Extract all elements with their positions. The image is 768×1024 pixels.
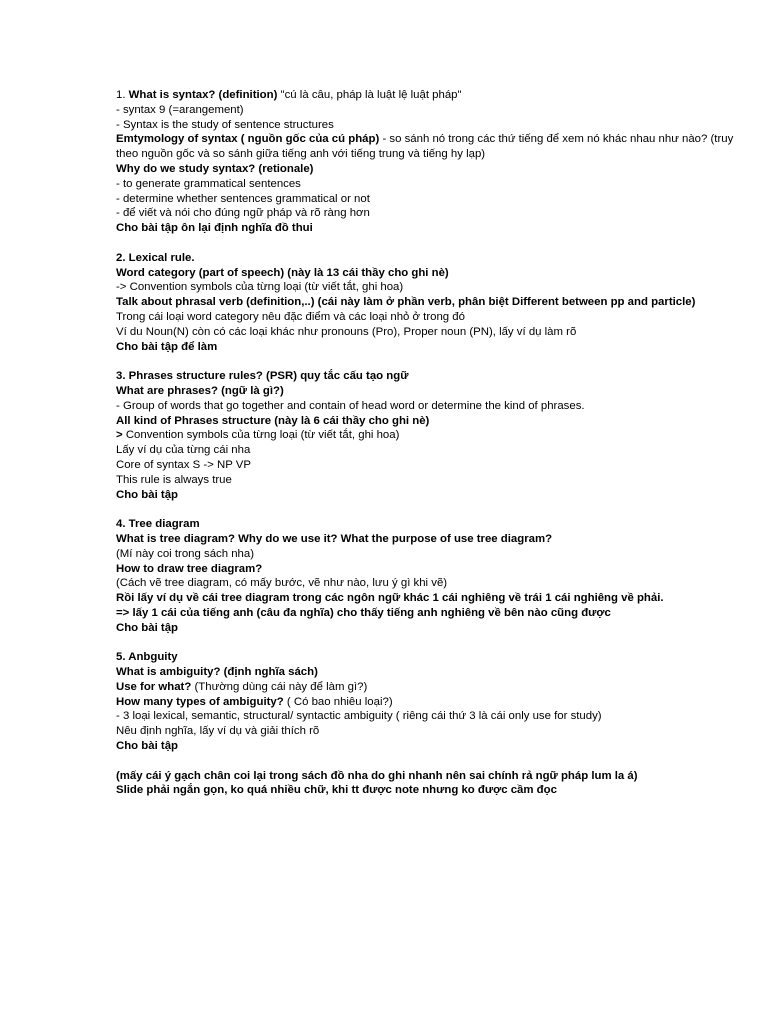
s4-exercise-text: Cho bài tập <box>116 621 179 634</box>
s3-line-6: Lấy ví dụ của từng cái nha <box>116 444 251 457</box>
s5-how-many-gloss: ( Có bao nhiêu loại?) <box>283 695 393 708</box>
s3-all-kinds-text: All kind of Phrases structure (này là 6 cái thầy cho ghi nè) <box>116 414 430 427</box>
s4-what-tree-text: What is tree diagram? Why do we use it? What the purpose of use tree diagram? <box>116 532 553 545</box>
s2-word-category <box>116 266 756 281</box>
s5-title: 5. Anbguity <box>116 651 178 664</box>
s5-what-ambiguity <box>116 665 756 680</box>
s5-use-for-gloss: (Thường dùng cái này để làm gì?) <box>191 680 368 693</box>
s3-exercise-text: Cho bài tập <box>116 488 179 501</box>
s1-why <box>116 162 756 177</box>
s5-heading <box>116 650 756 665</box>
spacer <box>116 754 756 769</box>
s1-why-title: Why do we study syntax? <box>116 162 259 175</box>
s3-exercise <box>116 488 756 503</box>
s3-title: 3. Phrases structure rules? (PSR) quy tắc cấu tạo ngữ <box>116 370 409 383</box>
s1-etymology <box>116 132 756 162</box>
s1-heading <box>116 88 756 103</box>
s2-title: 2. Lexical rule. <box>116 251 195 264</box>
document-page <box>116 88 756 798</box>
s3-convention <box>116 428 756 443</box>
s3-heading <box>116 369 756 384</box>
s3-all-kinds <box>116 414 756 429</box>
spacer <box>116 635 756 650</box>
s5-line-5: - 3 loại lexical, semantic, structural/ syntactic ambiguity ( riêng cái thứ 3 là cái only use for study) <box>116 710 602 723</box>
s1-exercise-text: Cho bài tập ôn lại định nghĩa đồ thui <box>116 222 313 235</box>
s1-etymology-text: - so sánh nó trong các thứ tiếng để xem nó khác nhau như nào? (truy theo nguồn gốc và so sánh giữa tiếng anh với tiếng trung và tiếng hy lạp) <box>116 133 734 161</box>
s4-line-3: (Mí này coi trong sách nha) <box>116 547 255 560</box>
spacer <box>116 354 756 369</box>
s2-line-5: Trong cái loại word category nêu đặc điểm và các loại nhỏ ở trong đó <box>116 310 465 323</box>
s1-line-7: - determine whether sentences grammatical or not <box>116 192 370 205</box>
note-underline-text: (mấy cái ý gạch chân coi lại trong sách đồ nha do ghi nhanh nên sai chính rả ngữ pháp lum la á) <box>116 769 638 782</box>
s5-exercise <box>116 739 756 754</box>
s4-what-tree <box>116 532 756 547</box>
s5-how-many <box>116 695 756 710</box>
s3-convention-text: Convention symbols của từng loại (từ viết tắt, ghi hoa) <box>122 429 400 442</box>
s1-exercise <box>116 221 756 236</box>
s3-what-phrases-text: What are phrases? (ngữ là gì?) <box>116 384 284 397</box>
s4-how-draw-text: How to draw tree diagram? <box>116 562 263 575</box>
s1-gloss: "cú là câu, pháp là luật lệ luật pháp" <box>277 89 462 101</box>
s4-heading <box>116 517 756 532</box>
s4-line-5: (Cách vẽ tree diagram, có mấy bước, vẽ như nào, lưu ý gì khi vẽ) <box>116 577 448 590</box>
s1-title: What is syntax? (definition) <box>128 89 278 101</box>
s2-exercise <box>116 340 756 355</box>
s2-heading <box>116 251 756 266</box>
s2-phrasal-verb <box>116 295 756 310</box>
s1-number: 1. <box>116 89 129 101</box>
s5-how-many-title: How many types of ambiguity? <box>116 695 284 708</box>
s5-what-ambiguity-text: What is ambiguity? (định nghĩa sách) <box>116 666 318 679</box>
s5-use-for <box>116 680 756 695</box>
s3-line-8: This rule is always true <box>116 473 232 486</box>
s3-arrow: > <box>116 429 123 442</box>
s3-line-7: Core of syntax S -> NP VP <box>116 458 251 471</box>
s1-line-8: - để viết và nói cho đúng ngữ pháp và rõ ràng hơn <box>116 207 370 220</box>
s1-line-6: - to generate grammatical sentences <box>116 177 301 190</box>
note-slide <box>116 783 756 798</box>
s4-exercise <box>116 621 756 636</box>
note-underline <box>116 769 756 784</box>
s2-line-6: Ví du Noun(N) còn có các loại khác như pronouns (Pro), Proper noun (PN), lấy ví dụ làm rõ <box>116 325 577 338</box>
s2-word-category-text: Word category (part of speech) (này là 13 cái thầy cho ghi nè) <box>116 266 449 279</box>
s4-english <box>116 606 756 621</box>
s4-example <box>116 591 756 606</box>
s1-why-rationale: (retionale) <box>258 162 314 175</box>
s4-example-text: Rồi lấy ví dụ về cái tree diagram trong các ngôn ngữ khác 1 cái nghiêng về trái 1 cái nghiêng về phải. <box>116 592 664 605</box>
s3-what-phrases <box>116 384 756 399</box>
s1-etymology-title: Emtymology of syntax ( nguồn gốc của cú pháp) <box>116 133 380 146</box>
s4-how-draw <box>116 562 756 577</box>
note-slide-text: Slide phải ngắn gọn, ko quá nhiều chữ, khi tt được note nhưng ko được cầm đọc <box>116 784 557 797</box>
s4-title: 4. Tree diagram <box>116 518 200 531</box>
s2-exercise-text: Cho bài tập để làm <box>116 340 218 353</box>
spacer <box>116 502 756 517</box>
s1-line-2: - syntax 9 (=arangement) <box>116 103 244 116</box>
spacer <box>116 236 756 251</box>
s2-line-3: -> Convention symbols của từng loại (từ viết tắt, ghi hoa) <box>116 281 404 294</box>
s3-line-3: - Group of words that go together and contain of head word or determine the kind of phrases. <box>116 399 585 412</box>
s2-phrasal-verb-text: Talk about phrasal verb (definition,..) (cái này làm ở phần verb, phân biệt Different between pp and particle) <box>116 296 696 309</box>
s1-line-3: - Syntax is the study of sentence structures <box>116 118 334 131</box>
s5-line-6: Nêu định nghĩa, lấy ví dụ và giải thích rõ <box>116 725 320 738</box>
s4-english-text: => lấy 1 cái của tiếng anh (câu đa nghĩa) cho thấy tiếng anh nghiêng về bên nào cũng được <box>116 606 611 619</box>
s5-exercise-text: Cho bài tập <box>116 740 179 753</box>
s5-use-for-title: Use for what? <box>116 680 192 693</box>
